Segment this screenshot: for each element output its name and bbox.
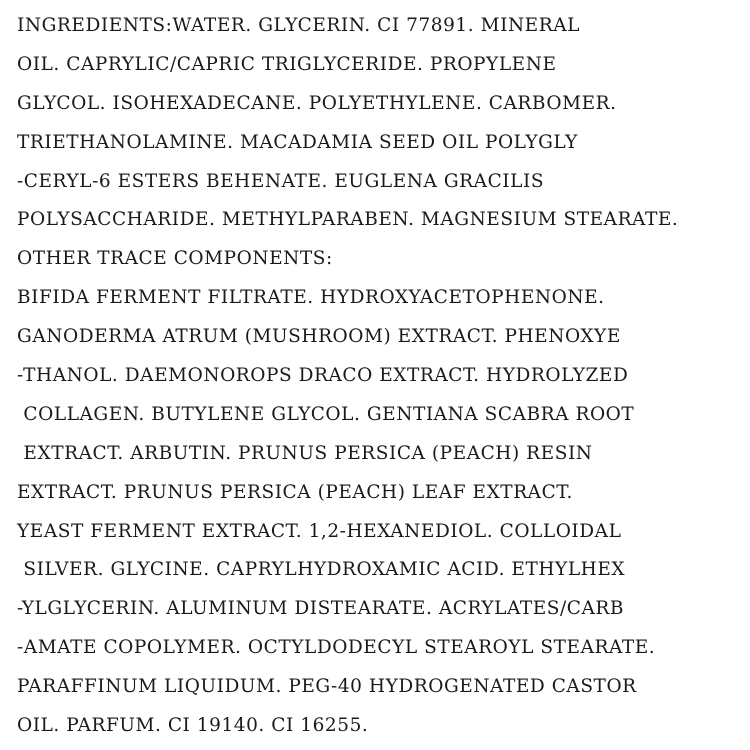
ingredient-line: GLYCOL. ISOHEXADECANE. POLYETHYLENE. CARBOMER. [17, 92, 617, 114]
ingredient-line: GANODERMA ATRUM (MUSHROOM) EXTRACT. PHENOXYE [17, 326, 621, 348]
ingredient-line: EXTRACT. ARBUTIN. PRUNUS PERSICA (PEACH) RESIN [17, 442, 593, 464]
ingredient-line: EXTRACT. PRUNUS PERSICA (PEACH) LEAF EXTRACT. [17, 481, 573, 503]
ingredient-line: OIL. CAPRYLIC/CAPRIC TRIGLYCERIDE. PROPYLENE [17, 53, 557, 75]
ingredient-line: -CERYL-6 ESTERS BEHENATE. EUGLENA GRACILIS [17, 170, 545, 192]
ingredients-text-block [17, 11, 745, 750]
ingredient-line: -AMATE COPOLYMER. OCTYLDODECYL STEAROYL STEARATE. [17, 637, 656, 659]
ingredient-line: -YLGLYCERIN. ALUMINUM DISTEARATE. ACRYLATES/CARB [17, 598, 625, 620]
ingredient-line: YEAST FERMENT EXTRACT. 1,2-HEXANEDIOL. COLLOIDAL [17, 520, 622, 542]
ingredient-line: BIFIDA FERMENT FILTRATE. HYDROXYACETOPHENONE. [17, 287, 605, 309]
ingredient-line: -THANOL. DAEMONOROPS DRACO EXTRACT. HYDROLYZED [17, 365, 629, 387]
ingredient-line: TRIETHANOLAMINE. MACADAMIA SEED OIL POLYGLY [17, 131, 578, 153]
ingredient-line: OTHER TRACE COMPONENTS: [17, 248, 333, 270]
ingredient-line: OIL. PARFUM. CI 19140. CI 16255. [17, 715, 369, 737]
ingredient-line: PARAFFINUM LIQUIDUM. PEG-40 HYDROGENATED CASTOR [17, 676, 637, 698]
ingredient-line: POLYSACCHARIDE. METHYLPARABEN. MAGNESIUM STEARATE. [17, 209, 679, 231]
ingredient-line: SILVER. GLYCINE. CAPRYLHYDROXAMIC ACID. ETHYLHEX [17, 559, 626, 581]
ingredient-line: INGREDIENTS:WATER. GLYCERIN. CI 77891. MINERAL [17, 15, 580, 36]
ingredient-line: COLLAGEN. BUTYLENE GLYCOL. GENTIANA SCABRA ROOT [17, 403, 635, 425]
